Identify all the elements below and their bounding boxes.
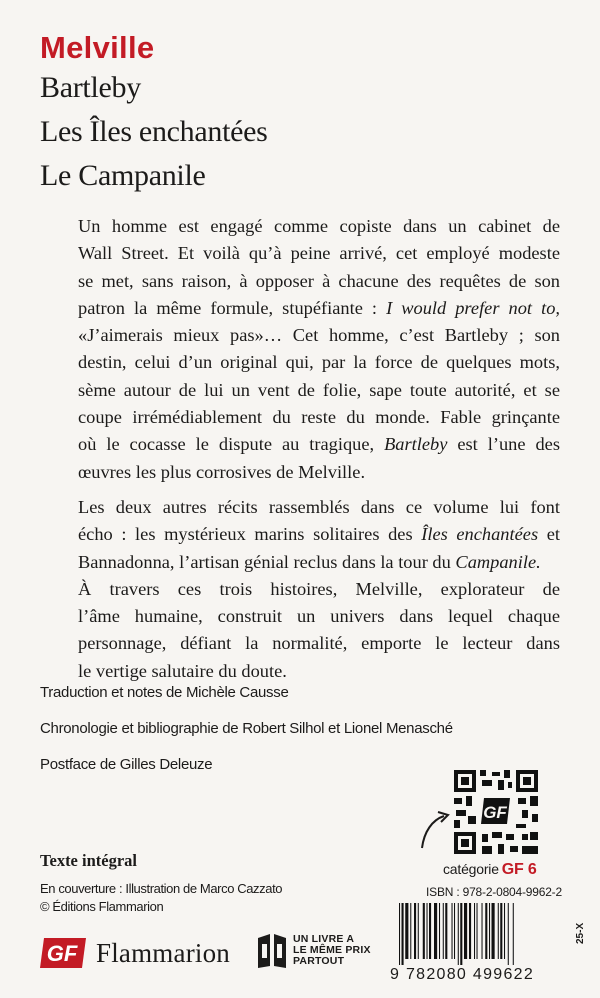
category-text: catégorie	[443, 861, 499, 877]
texte-integral-label: Texte intégral	[40, 851, 137, 870]
barcode-bar	[498, 903, 499, 959]
blurb-line: coupe irrémédiablement du reste du monde. Fable grinçante	[78, 407, 560, 428]
blurb-italic-title: Campanile.	[455, 551, 541, 572]
barcode-bar	[504, 903, 505, 959]
blurb-italic-title: Bartleby	[384, 434, 448, 455]
barcode-bar	[513, 903, 514, 965]
barcode-bar	[423, 903, 425, 959]
barcode-bar	[410, 903, 411, 959]
credit-chronology: Chronologie et bibliographie de Robert Silhol et Lionel Menasché	[40, 720, 453, 737]
blurb-line: sème autour de lui un vent de folie, sape toute autorité, et se	[78, 379, 560, 400]
blurb-line: «J’aimerais mieux pas»… Cet homme, c’est Bartleby ; son	[78, 325, 560, 346]
barcode-bar	[434, 903, 437, 959]
blurb-line: personnage, défiant la normalité, emporte le lecteur dans	[78, 633, 560, 654]
prix-unique-line: LE MÊME PRIX	[293, 944, 371, 956]
work-title-iles-enchantees: Les Îles enchantées	[40, 115, 268, 148]
barcode-bar	[464, 903, 467, 959]
blurb-text: Bannadonna, l’artisan génial reclus dans la tour du	[78, 551, 451, 572]
publisher-logos	[40, 924, 380, 980]
blurb-line	[78, 295, 560, 322]
blurb-line: destin, celui d’un original qui, par la force de quelques mots,	[78, 352, 560, 373]
qr-gf-text: GF	[483, 803, 507, 822]
blurb-text: où le cocasse le dispute au tragique,	[78, 434, 375, 455]
blurb	[78, 213, 560, 685]
blurb-text: est l’une des	[457, 434, 560, 455]
blurb-line: le vertige salutaire du doute.	[78, 660, 287, 681]
blurb-line: se met, sans raison, à opposer à chacune des requêtes de son	[78, 270, 560, 291]
barcode-bar	[445, 903, 447, 959]
barcode-bar	[402, 903, 404, 965]
open-book-icon	[256, 932, 288, 970]
barcode-bar	[477, 903, 478, 959]
prix-unique-line: UN LIVRE A	[293, 933, 355, 945]
blurb-line: À travers ces trois histoires, Melville, explorateur de	[78, 578, 560, 599]
barcode-bar	[458, 903, 459, 965]
credit-translation: Traduction et notes de Michèle Causse	[40, 684, 289, 701]
blurb-line: œuvres les plus corrosives de Melville.	[78, 461, 366, 482]
blurb-line	[78, 431, 560, 458]
barcode-bar	[460, 903, 462, 965]
blurb-line: Wall Street. Et voilà qu’à peine arrivé, cet employé modeste	[78, 243, 560, 264]
gf-logo-text: GF	[46, 941, 78, 966]
blurb-italic-title: Îles enchantées	[421, 524, 539, 545]
blurb-paragraph-1	[78, 213, 560, 486]
prix-unique-line: PARTOUT	[293, 955, 345, 967]
barcode-bar	[399, 903, 400, 965]
blurb-text: écho : les mystérieux marins solitaires des	[78, 524, 413, 545]
barcode-bar	[508, 903, 509, 965]
blurb-line: Les deux autres récits rassemblés dans ce volume lui font	[78, 496, 560, 517]
side-code: 25-X	[575, 922, 586, 944]
blurb-text: patron la même formule, stupéfiante :	[78, 297, 378, 318]
credits	[40, 683, 460, 791]
barcode-bar	[474, 903, 475, 959]
barcode-icon	[395, 903, 545, 965]
cover-credits	[40, 880, 282, 916]
publisher-name: Flammarion	[96, 938, 230, 968]
author-name: Melville	[40, 30, 155, 65]
barcode-bar	[492, 903, 495, 959]
blurb-line: Un homme est engagé comme copiste dans un cabinet de	[78, 216, 560, 236]
prix-unique-label	[293, 934, 371, 967]
work-title-bartleby: Bartleby	[40, 71, 141, 104]
credit-postface: Postface de Gilles Deleuze	[40, 756, 213, 773]
barcode-bar	[489, 903, 490, 959]
category-value: GF 6	[501, 861, 537, 878]
barcode-bar	[469, 903, 471, 959]
barcode-bar	[482, 903, 483, 959]
barcode-bar	[427, 903, 428, 959]
barcode-bar	[452, 903, 453, 959]
book-header	[40, 30, 268, 198]
blurb-line	[78, 521, 560, 548]
blurb-italic-quote: I would prefer not to,	[386, 297, 560, 318]
barcode-bar	[454, 903, 455, 959]
isbn: ISBN : 978-2-0804-9962-2	[426, 885, 562, 899]
barcode-bar	[485, 903, 487, 959]
barcode-bar	[500, 903, 502, 959]
barcode-bar	[429, 903, 431, 959]
ean-number: 9 782080 499622	[390, 966, 535, 983]
gf-logo-icon	[40, 936, 88, 970]
qr-code-icon[interactable]	[452, 768, 540, 856]
blurb-line	[78, 549, 560, 576]
barcode-bar	[405, 903, 408, 959]
curved-arrow-icon	[418, 808, 452, 852]
barcode-bar	[418, 903, 419, 959]
blurb-line: l’âme humaine, construit un univers dans lequel chaque	[78, 606, 560, 627]
barcode-bar	[414, 903, 416, 959]
barcode-bar	[439, 903, 440, 959]
work-title-campanile: Le Campanile	[40, 159, 206, 192]
barcode-bar	[443, 903, 444, 959]
category-label	[443, 861, 537, 879]
blurb-paragraph-2	[78, 494, 560, 685]
blurb-text: et	[546, 524, 561, 545]
cover-illustration-credit: En couverture : Illustration de Marco Cazzato	[40, 881, 283, 896]
copyright-line: © Éditions Flammarion	[40, 899, 164, 914]
